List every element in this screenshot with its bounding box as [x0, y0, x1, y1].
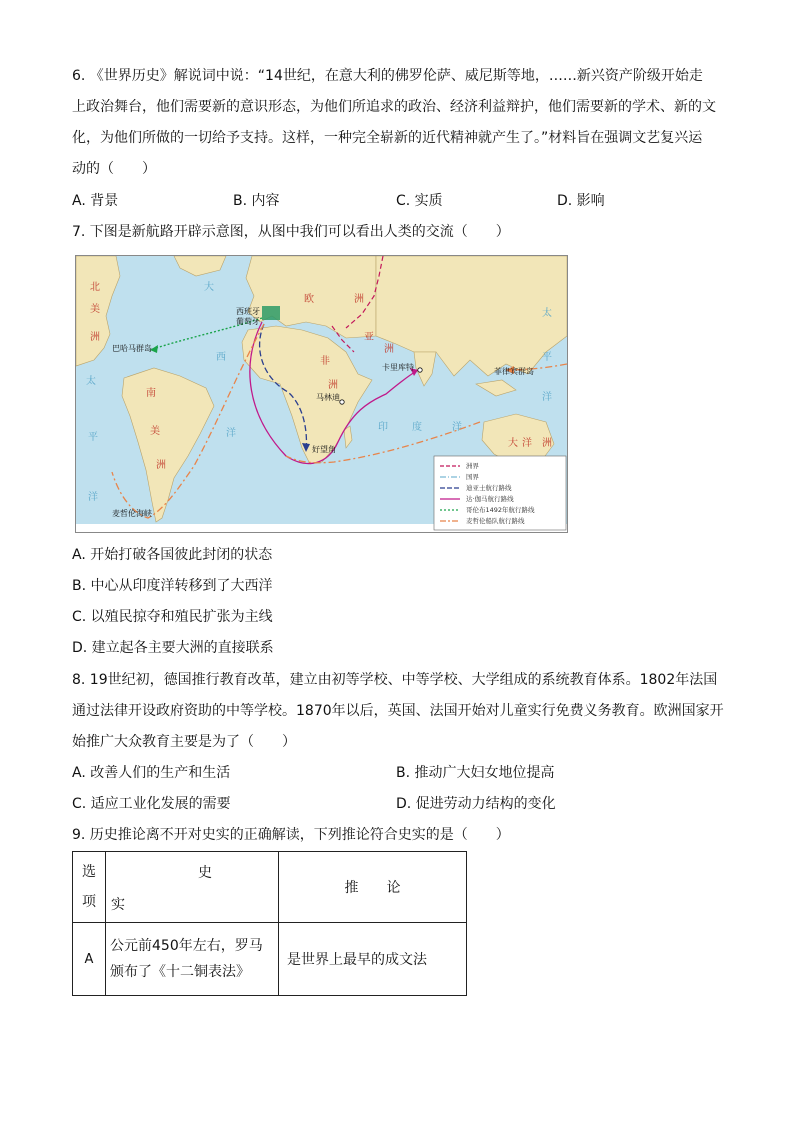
row-inference: 是世界上最早的成文法 — [279, 923, 467, 996]
se-asia-islands — [476, 380, 516, 396]
table-row — [73, 923, 467, 996]
ocean-label-yang-2: 洋 — [452, 422, 462, 433]
header-fact-line-1: 史 — [198, 865, 212, 881]
place-label-malindi: 马林迪 — [316, 393, 340, 402]
continent-label-zhou-5: 洲 — [384, 344, 394, 355]
q7-option-c: C. 以殖民掠夺和殖民扩张为主线 — [72, 609, 273, 625]
continent-label-zhou-4: 洲 — [354, 294, 364, 305]
ocean-label-da: 大 — [204, 282, 214, 293]
place-label-cape: 好望角 — [312, 445, 336, 454]
place-label-philippines: 菲律宾群岛 — [494, 367, 534, 376]
header-inference: 推 论 — [279, 852, 467, 923]
q7-stem: 7. 下图是新航路开辟示意图，从图中我们可以看出人类的交流（ ） — [72, 224, 510, 240]
row-fact — [106, 923, 279, 996]
ocean-label-xi: 西 — [216, 352, 226, 363]
continent-label-ou: 欧 — [304, 294, 314, 305]
q8-stem-line-2: 通过法律开设政府资助的中等学校。1870年以后，英国、法国开始对儿童实行免费义务教育。欧洲国家开 — [72, 703, 724, 719]
legend-dias-route: 迪亚士航行路线 — [466, 484, 512, 492]
continent-label-yang-5: 洋 — [522, 438, 532, 449]
q8-stem-line-3: 始推广大众教育主要是为了（ ） — [72, 734, 296, 750]
calicut-dot — [418, 368, 422, 372]
legend-gama-route: 达·伽马航行路线 — [466, 495, 514, 503]
q7-option-d: D. 建立起各主要大洲的直接联系 — [72, 640, 274, 656]
q9-table — [72, 851, 467, 996]
continent-label-bei: 北 — [90, 282, 100, 293]
continent-label-zhou: 洲 — [90, 332, 100, 343]
header-option-line-1: 选 — [82, 864, 96, 880]
ocean-label-tai-2: 太 — [542, 308, 552, 319]
q6-stem-line-3: 化，为他们所做的一切给予支持。这样，一种完全崭新的近代精神就产生了。”材料旨在强调文艺复兴运 — [72, 130, 703, 146]
india-landmass — [414, 352, 436, 386]
place-label-spain: 西班牙 — [236, 307, 260, 316]
continent-label-ya: 亚 — [364, 332, 374, 343]
q8-option-a: A. 改善人们的生产和生活 — [72, 765, 231, 781]
ocean-label-du: 度 — [412, 422, 422, 433]
legend-magellan-route: 麦哲伦船队航行路线 — [466, 517, 525, 525]
q6-option-c: C. 实质 — [396, 193, 443, 209]
legend-continent-boundary: 洲界 — [466, 462, 479, 470]
header-fact-line-2: 实 — [111, 897, 125, 913]
ocean-label-tai: 太 — [86, 376, 96, 387]
continent-label-fei: 非 — [320, 356, 330, 367]
map-legend — [434, 456, 566, 530]
q8-option-d: D. 促进劳动力结构的变化 — [396, 796, 556, 812]
place-label-calicut: 卡里库特 — [382, 363, 414, 372]
q6-option-b: B. 内容 — [233, 193, 280, 209]
ocean-label-yang-4: 洋 — [542, 392, 552, 403]
iberia-highlight — [262, 306, 280, 320]
q7-option-a: A. 开始打破各国彼此封闭的状态 — [72, 547, 273, 563]
q6-stem-line-2: 上政治舞台，他们需要新的意识形态，为他们所追求的政治、经济利益辩护，他们需要新的学术、新的文 — [72, 99, 716, 115]
legend-national-boundary: 国界 — [466, 473, 479, 481]
row-fact-line-2: 颁布了《十二铜表法》 — [110, 964, 250, 980]
ocean-label-ping: 平 — [88, 432, 98, 443]
header-option-line-2: 项 — [82, 894, 96, 910]
new-sea-routes-map — [75, 255, 568, 533]
legend-columbus-route: 哥伦布1492年航行路线 — [466, 506, 535, 514]
q6-option-a: A. 背景 — [72, 193, 119, 209]
q9-stem: 9. 历史推论离不开对史实的正确解读，下列推论符合史实的是（ ） — [72, 827, 510, 843]
continent-label-zhou-2: 洲 — [156, 460, 166, 471]
q8-option-b: B. 推动广大妇女地位提高 — [396, 765, 555, 781]
place-label-magellan-strait: 麦哲伦海峡 — [112, 509, 152, 518]
continent-label-mei: 美 — [90, 304, 100, 315]
continent-label-nan: 南 — [146, 388, 156, 399]
ocean-label-yin: 印 — [378, 422, 388, 433]
header-fact — [106, 852, 279, 923]
q6-stem-line-4: 动的（ ） — [72, 161, 156, 177]
malindi-dot — [340, 400, 344, 404]
continent-label-mei-2: 美 — [150, 426, 160, 437]
q6-option-d: D. 影响 — [557, 193, 605, 209]
asia-landmass — [376, 256, 567, 376]
ocean-label-yang-3: 洋 — [88, 492, 98, 503]
q6-stem-line-1: 6. 《世界历史》解说词中说：“14世纪，在意大利的佛罗伦萨、威尼斯等地，……新兴资产阶级开始走 — [72, 68, 703, 84]
q8-stem-line-1: 8. 19世纪初，德国推行教育改革，建立由初等学校、中等学校、大学组成的系统教育体系。1802年法国 — [72, 672, 718, 688]
greenland-landmass — [174, 256, 226, 276]
continent-label-zhou-3: 洲 — [328, 380, 338, 391]
header-option — [73, 852, 106, 923]
map-drawing — [76, 256, 567, 532]
place-label-portugal: 葡萄牙 — [236, 317, 260, 326]
ocean-label-yang: 洋 — [226, 428, 236, 439]
q8-option-c: C. 适应工业化发展的需要 — [72, 796, 231, 812]
q7-option-b: B. 中心从印度洋转移到了大西洋 — [72, 578, 273, 594]
south-america-landmass — [122, 368, 214, 522]
ocean-label-ping-2: 平 — [542, 352, 552, 363]
table-header-row — [73, 852, 467, 923]
continent-label-da-2: 大 — [508, 438, 518, 449]
place-label-bahamas: 巴哈马群岛 — [112, 344, 152, 353]
row-fact-line-1: 公元前450年左右，罗马 — [110, 938, 263, 954]
row-option: A — [73, 923, 106, 996]
continent-label-zhou-6: 洲 — [542, 438, 552, 449]
